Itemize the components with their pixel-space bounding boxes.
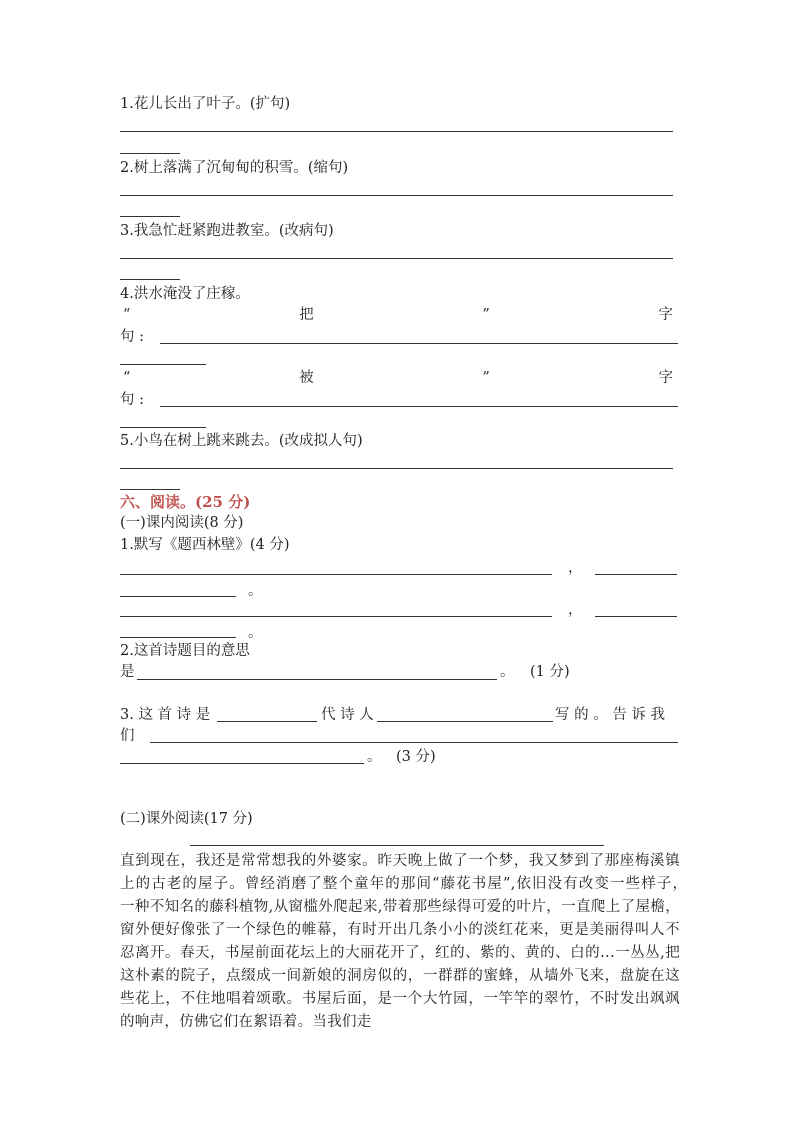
answer-line[interactable]: [120, 616, 552, 617]
answer-line[interactable]: [120, 574, 552, 575]
section-title: 六、阅读。(25 分): [120, 493, 251, 511]
bei-sentence-tail: 句 :: [120, 392, 144, 408]
question-4-text: 4.洪水淹没了庄稼。: [120, 286, 250, 302]
answer-line[interactable]: [160, 343, 678, 344]
answer-line[interactable]: [377, 721, 553, 722]
answer-line[interactable]: [595, 574, 677, 575]
quote-open: “: [123, 370, 131, 386]
title-meaning-prefix: 是: [120, 664, 135, 680]
zi-char: 字: [658, 307, 673, 323]
answer-line[interactable]: [120, 489, 180, 490]
answer-line[interactable]: [150, 742, 678, 743]
title-meaning-question: 2.这首诗题目的意思: [120, 643, 250, 659]
comma: ，: [568, 602, 583, 618]
zi-char: 字: [658, 370, 673, 386]
bei-char: 被: [299, 370, 314, 386]
ba-sentence-label: [123, 308, 673, 323]
answer-line[interactable]: [120, 763, 364, 764]
period: 。: [500, 664, 515, 680]
poem-question-text: 1.默写《题西林壁》(4 分): [120, 537, 290, 553]
period: 。: [367, 749, 382, 765]
quote-close: ”: [482, 307, 490, 323]
points-label: (3 分): [396, 749, 436, 765]
question-2-text: 2.树上落满了沉甸甸的积雪。(缩句): [120, 160, 349, 176]
answer-line[interactable]: [217, 721, 317, 722]
comma: ，: [568, 560, 583, 576]
poet-question-text: 代 诗 人: [321, 707, 374, 723]
quote-close: ”: [482, 370, 490, 386]
question-3-text: 3.我急忙赶紧跑进教室。(改病句): [120, 223, 334, 239]
question-5-text: 5.小鸟在树上跳来跳去。(改成拟人句): [120, 433, 363, 449]
poet-question-text: 3. 这 首 诗 是: [120, 707, 211, 723]
answer-line[interactable]: [120, 195, 673, 196]
answer-line[interactable]: [120, 596, 236, 597]
part2-title: (二)课外阅读(17 分): [120, 811, 253, 827]
answer-line[interactable]: [120, 153, 180, 154]
passage-title-line[interactable]: [190, 845, 604, 846]
bei-sentence-label: [123, 371, 673, 386]
reading-passage: 直到现在，我还是常常想我的外婆家。昨天晚上做了一个梦，我又梦到了那座梅溪镇上的古老的屋子。曾经消磨了整个童年的那间“藤花书屋”,依旧没有改变一些样子， 一种不知名的藤科植物,从窗槛外爬起来,带着那些绿得可爱的叶片，一直爬上了屋檐，窗外便好像张了一个绿色的帷幕，有时开出几条小小的淡红花来，更是美丽得叫人不忍离开。春天，书屋前面花坛上的大丽花开了，红的、紫的、黄的、白的...一丛丛,把这朴素的院子，点缀成一间新娘的洞房似的，一群群的蜜蜂，从墙外飞来，盘旋在这些花上，不住地唱着颂歌。书屋后面，是一个大竹园，一竿竿的翠竹，不时发出飒飒的响声，仿佛它们在絮语着。当我们走: [120, 853, 695, 1030]
answer-line[interactable]: [120, 216, 180, 217]
poet-question-prefix: 们: [120, 728, 135, 744]
answer-line[interactable]: [120, 637, 236, 638]
answer-line[interactable]: [120, 258, 673, 259]
period: 。: [248, 625, 263, 641]
answer-line[interactable]: [120, 427, 206, 428]
quote-open: “: [123, 307, 131, 323]
period: 。: [248, 583, 263, 599]
poet-question-text: 写 的 。 告 诉 我: [555, 707, 666, 723]
answer-line[interactable]: [120, 468, 673, 469]
answer-line[interactable]: [160, 406, 678, 407]
part1-title: (一)课内阅读(8 分): [120, 515, 244, 531]
answer-line[interactable]: [120, 131, 673, 132]
answer-line[interactable]: [595, 616, 677, 617]
answer-line[interactable]: [120, 364, 206, 365]
ba-sentence-tail: 句 :: [120, 329, 144, 345]
points-label: (1 分): [530, 664, 570, 680]
question-1-text: 1.花儿长出了叶子。(扩句): [120, 96, 291, 112]
answer-line[interactable]: [120, 279, 180, 280]
ba-char: 把: [299, 307, 314, 323]
answer-line[interactable]: [137, 679, 497, 680]
